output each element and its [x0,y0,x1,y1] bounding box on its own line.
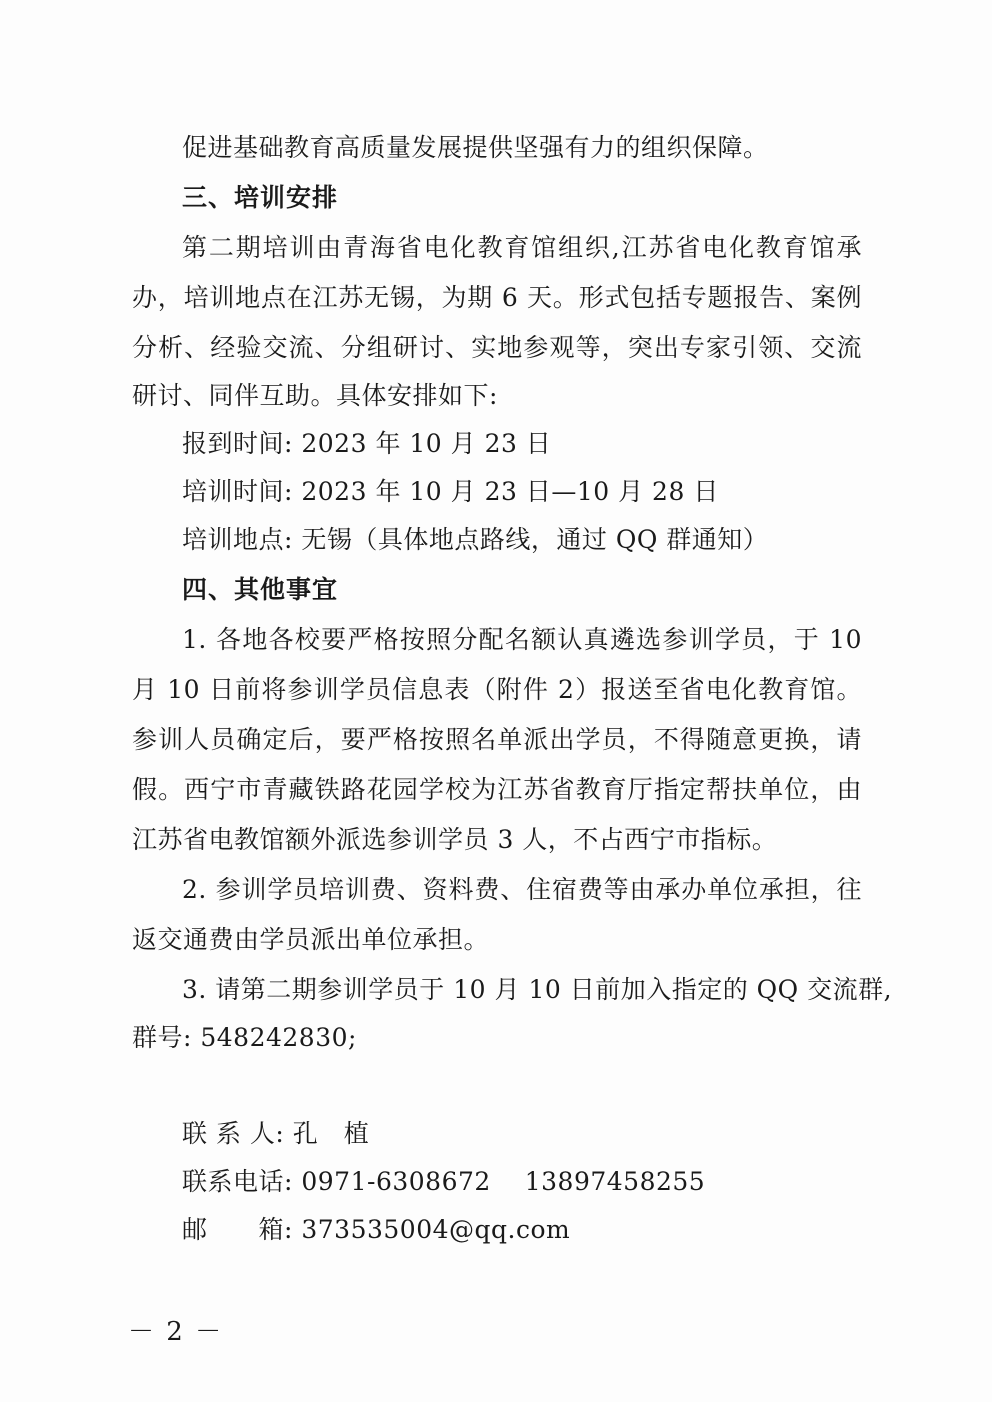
item-1-line-5: 江苏省电教馆额外派选参训学员 3 人，不占西宁市指标。 [132,825,778,854]
section-heading-training-arrangement: 三、培训安排 [182,183,339,212]
page-number: － 2 － [128,1317,224,1347]
paragraph-training-line-4: 研讨、同伴互助。具体安排如下: [132,381,498,410]
item-2-line-2: 返交通费由学员派出单位承担。 [132,925,490,954]
contact-phone: 联系电话: 0971-6308672 13897458255 [182,1167,706,1196]
contact-email: 邮 箱: 373535004@qq.com [182,1215,571,1244]
section-heading-other-matters: 四、其他事宜 [182,575,339,604]
item-2-line-1: 2. 参训学员培训费、资料费、住宿费等由承办单位承担，往 [182,875,862,904]
contact-person: 联 系 人: 孔 植 [182,1119,370,1148]
item-1-line-4: 假。西宁市青藏铁路花园学校为江苏省教育厅指定帮扶单位，由 [132,775,862,804]
training-time: 培训时间: 2023 年 10 月 23 日—10 月 28 日 [182,477,719,506]
item-3-line-2: 群号: 548242830; [132,1023,357,1052]
training-location: 培训地点: 无锡（具体地点路线，通过 QQ 群通知） [182,525,769,554]
item-1-line-3: 参训人员确定后，要严格按照名单派出学员，不得随意更换，请 [132,725,862,754]
paragraph-training-line-3: 分析、经验交流、分组研讨、实地参观等，突出专家引领、交流 [132,333,862,362]
item-3-line-1: 3. 请第二期参训学员于 10 月 10 日前加入指定的 QQ 交流群, [182,975,893,1004]
paragraph-training-line-2: 办，培训地点在江苏无锡，为期 6 天。形式包括专题报告、案例 [132,283,862,312]
item-1-line-1: 1. 各地各校要严格按照分配名额认真遴选参训学员，于 10 [182,625,862,654]
paragraph-intro-end: 促进基础教育高质量发展提供坚强有力的组织保障。 [182,133,769,162]
item-1-line-2: 月 10 日前将参训学员信息表（附件 2）报送至省电化教育馆。 [132,675,862,704]
registration-time: 报到时间: 2023 年 10 月 23 日 [182,429,552,458]
paragraph-training-line-1: 第二期培训由青海省电化教育馆组织,江苏省电化教育馆承 [182,233,862,262]
